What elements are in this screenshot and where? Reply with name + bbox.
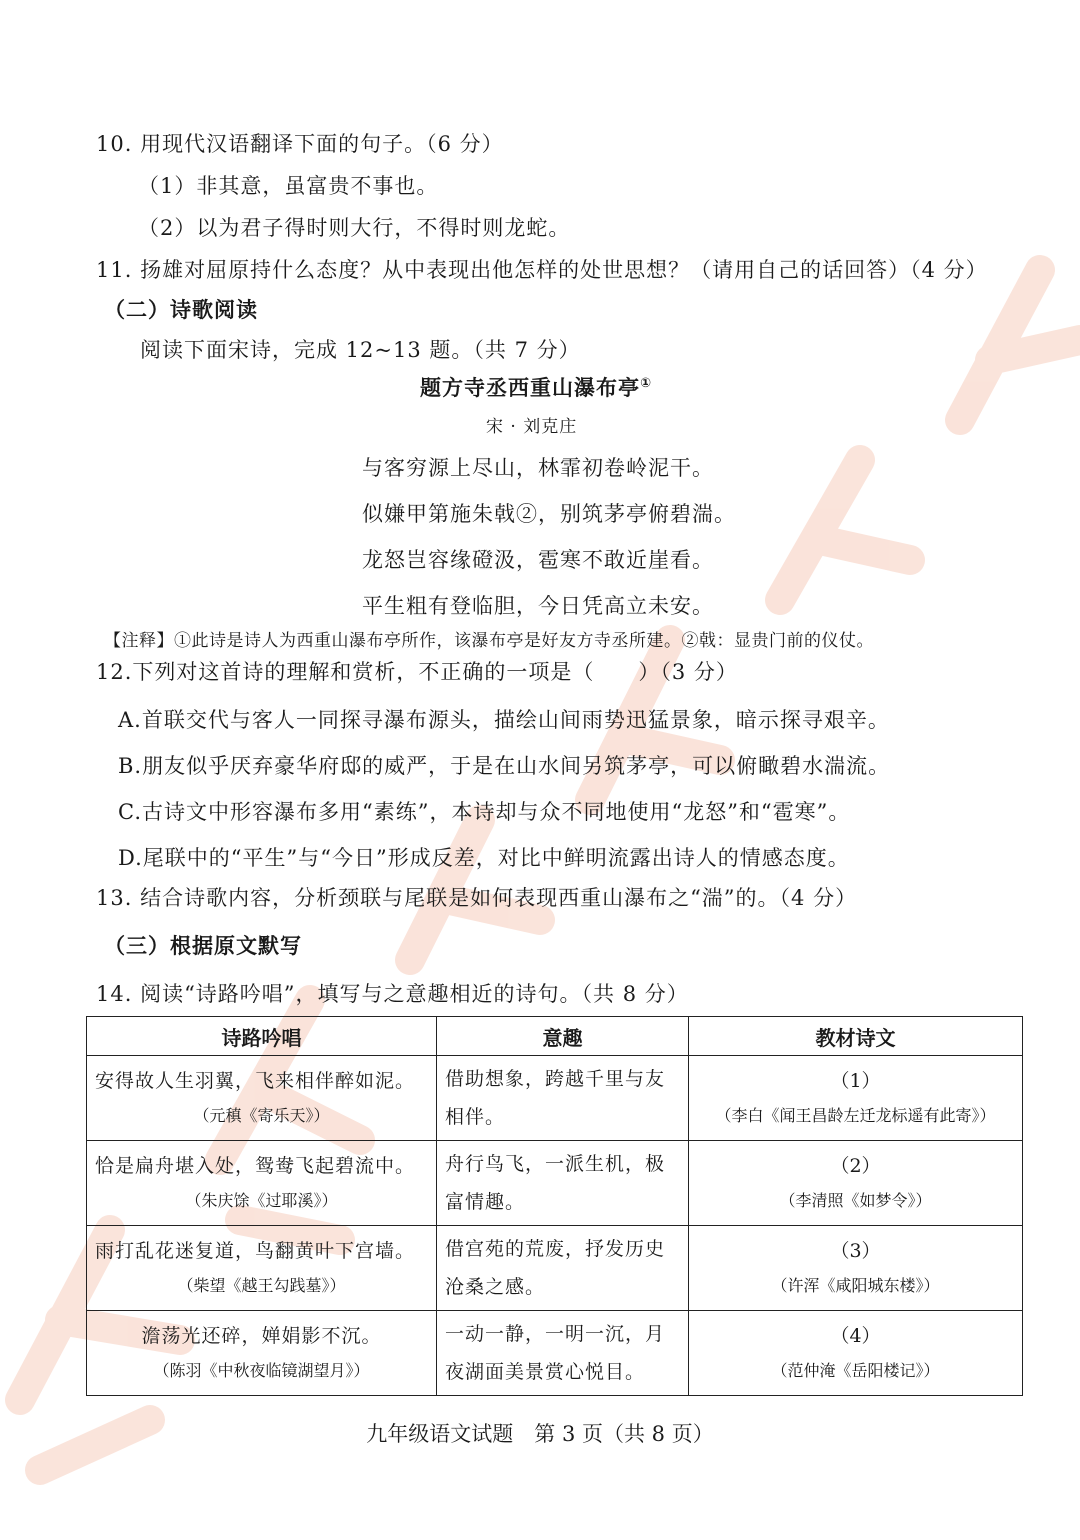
row-poem-source: （柴望《越王勾践墓》） — [177, 1276, 346, 1295]
q13-stem: 13. 结合诗歌内容，分析颈联与尾联是如何表现西重山瀑布之“湍”的。（4 分） — [96, 886, 858, 910]
q12-option-a: A.首联交代与客人一同探寻瀑布源头，描绘山间雨势迅猛景象，暗示探寻艰辛。 — [118, 708, 890, 732]
poem-notes: 【注释】①此诗是诗人为西重山瀑布亭所作，该瀑布亭是好友方寺丞所建。②戟：显贵门前的仪仗。 — [104, 631, 874, 651]
page-footer: 九年级语文试题 第 3 页（共 8 页） — [366, 1422, 714, 1446]
row-poem: 恰是扁舟堪入处，鸳鸯飞起碧流中。 — [95, 1155, 416, 1177]
table-row — [87, 1311, 1023, 1396]
row-poem: 澹荡光还碎，婵娟影不沉。 — [141, 1325, 382, 1347]
row-textbook-source: （范仲淹《岳阳楼记》） — [771, 1361, 940, 1380]
table-header-row — [87, 1017, 1023, 1056]
table-row — [87, 1226, 1023, 1311]
poem-title — [420, 372, 652, 402]
q12-option-c: C.古诗文中形容瀑布多用“素练”，本诗却与众不同地使用“龙怒”和“雹寒”。 — [118, 800, 851, 824]
table-row — [87, 1141, 1023, 1226]
poem-line-3: 龙怒岂容缘磴汲，雹寒不敢近崖看。 — [362, 548, 714, 572]
row-meaning: 舟行鸟飞，一派生机，极富情趣。 — [437, 1141, 689, 1226]
poem-title-text: 题方寺丞西重山瀑布亭 — [420, 376, 640, 400]
row-poem: 安得故人生羽翼，飞来相伴醉如泥。 — [95, 1070, 416, 1092]
row-answer-blank: （4） — [830, 1325, 881, 1347]
section3-heading: （三）根据原文默写 — [104, 934, 302, 958]
row-answer-blank: （1） — [830, 1070, 881, 1092]
row-textbook-source: （李白《闻王昌龄左迁龙标遥有此寄》） — [715, 1106, 996, 1125]
q11-stem: 11. 扬雄对屈原持什么态度？从中表现出他怎样的处世思想？（请用自己的话回答）（4 分） — [96, 258, 988, 282]
row-meaning: 借助想象，跨越千里与友相伴。 — [437, 1056, 689, 1141]
section2-intro: 阅读下面宋诗，完成 12~13 题。（共 7 分） — [140, 338, 581, 362]
q10-sentence-2: （2）以为君子得时则大行，不得时则龙蛇。 — [138, 216, 571, 240]
header-meaning: 意趣 — [437, 1017, 689, 1056]
poem-author: 宋 · 刘克庄 — [486, 417, 578, 437]
q14-stem: 14. 阅读“诗路吟唱”，填写与之意趣相近的诗句。（共 8 分） — [96, 982, 689, 1006]
poem-table — [86, 1016, 1023, 1396]
row-meaning: 借宫苑的荒废，抒发历史沧桑之感。 — [437, 1226, 689, 1311]
row-answer-blank: （2） — [830, 1155, 881, 1177]
poem-line-2: 似嫌甲第施朱戟②，别筑茅亭俯碧湍。 — [362, 502, 736, 526]
section2-heading: （二）诗歌阅读 — [104, 298, 258, 322]
poem-line-4: 平生粗有登临胆，今日凭高立未安。 — [362, 594, 714, 618]
row-poem-source: （朱庆馀《过耶溪》） — [185, 1191, 338, 1210]
row-answer-blank: （3） — [830, 1240, 881, 1262]
row-meaning: 一动一静，一明一沉，月夜湖面美景赏心悦目。 — [437, 1311, 689, 1396]
poem-title-note: ① — [640, 376, 653, 391]
poem-line-1: 与客穷源上尽山，林霏初卷岭泥干。 — [362, 456, 714, 480]
q10-sentence-1: （1）非其意，虽富贵不事也。 — [138, 174, 439, 198]
table-row — [87, 1056, 1023, 1141]
row-poem: 雨打乱花迷复道，鸟翻黄叶下宫墙。 — [95, 1240, 416, 1262]
q12-option-b: B.朋友似乎厌弃豪华府邸的威严，于是在山水间另筑茅亭，可以俯瞰碧水湍流。 — [118, 754, 891, 778]
q12-option-d: D.尾联中的“平生”与“今日”形成反差，对比中鲜明流露出诗人的情感态度。 — [118, 846, 850, 870]
row-poem-source: （陈羽《中秋夜临镜湖望月》） — [153, 1361, 370, 1380]
row-textbook-source: （李清照《如梦令》） — [779, 1191, 932, 1210]
row-poem-source: （元稹《寄乐天》） — [193, 1106, 330, 1125]
q10-stem: 10. 用现代汉语翻译下面的句子。（6 分） — [96, 132, 504, 156]
row-textbook-source: （许浑《咸阳城东楼》） — [771, 1276, 940, 1295]
header-textbook: 教材诗文 — [689, 1017, 1023, 1056]
header-poem: 诗路吟唱 — [87, 1017, 437, 1056]
q12-stem: 12.下列对这首诗的理解和赏析，不正确的一项是（ ）（3 分） — [96, 660, 738, 684]
